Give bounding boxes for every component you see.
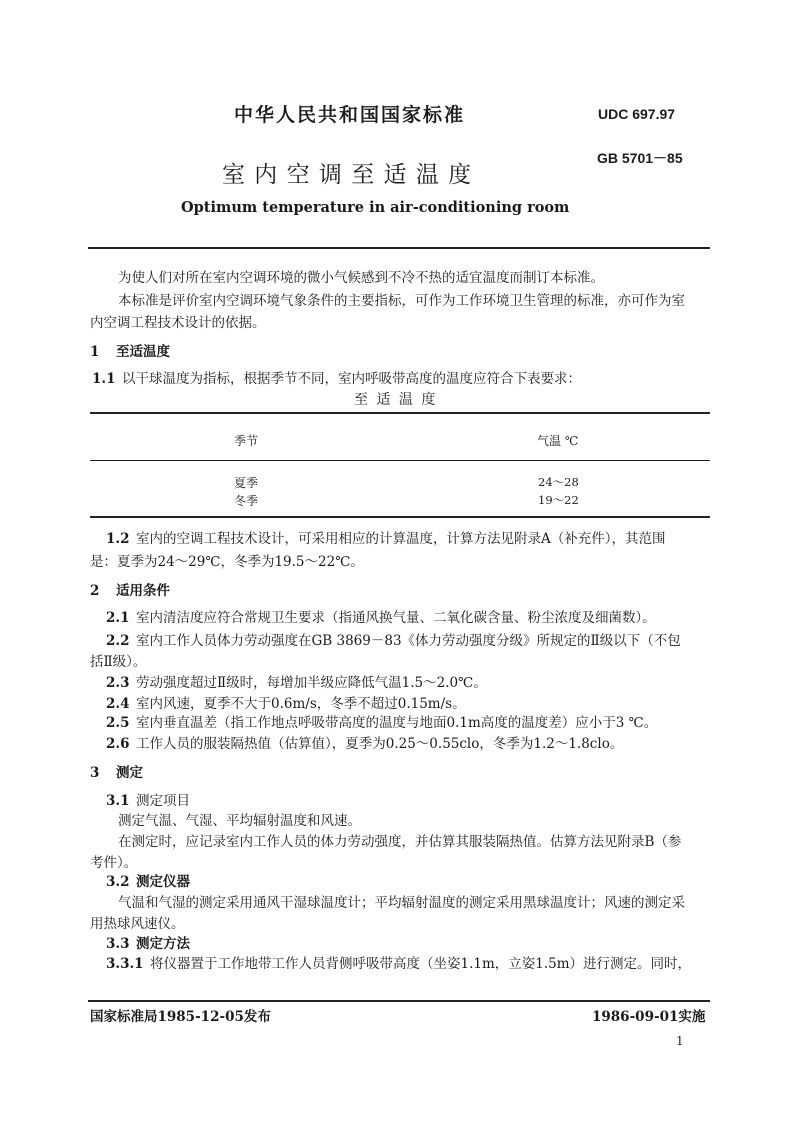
clause-title: 测定方法 [136,936,190,952]
clause-2-5 [106,713,657,733]
clause-number: 3.3 [106,936,130,952]
clause-3-2-line-1: 气温和气湿的测定采用通风干湿球温度计；平均辐射温度的测定采用黑球温度计；风速的测定采 [118,895,685,911]
clause-number: 2.6 [106,736,130,752]
intro-paragraph-1: 为使人们对所在室内空调环境的微小气候感到不冷不热的适宜温度而制订本标准。 [118,270,604,286]
national-standard-label: 中华人民共和国国家标准 [234,104,466,126]
clause-text: 劳动强度超过Ⅱ级时，每增加半级应降低气温1.5～2.0℃。 [136,675,487,691]
clause-number: 2.1 [106,610,130,626]
udc-code: UDC 697.97 [598,106,676,122]
clause-text: 室内清洁度应符合常规卫生要求（指通风换气量、二氧化碳含量、粉尘浓度及细菌数）。 [136,610,656,626]
clause-number: 2.2 [106,633,130,649]
section-number: 2 [90,583,100,599]
clause-1-1 [90,369,581,389]
clause-text: 工作人员的服装隔热值（估算值），夏季为0.25～0.55clo，冬季为1.2～1.8clo。 [136,736,624,752]
clause-3-3-1 [106,954,691,974]
issue-date: 国家标准局1985-12-05发布 [90,1009,271,1025]
document-title-english: Optimum temperature in air-conditioning room [181,199,570,216]
clause-text: 室内垂直温差（指工作地点呼吸带高度的温度与地面0.1m高度的温度差）应小于3 ℃。 [136,715,658,731]
clause-3-2-line-2: 用热球风速仪。 [90,916,185,932]
section-1-heading [90,342,170,362]
section-number: 3 [90,765,100,781]
table-header-rule [90,460,710,461]
gb-code: GB 5701－85 [597,150,683,166]
clause-1-2-line-2: 是：夏季为24～29℃，冬季为19.5～22℃。 [90,554,364,570]
section-title: 测定 [116,765,143,781]
clause-text: 室内风速，夏季不大于0.6m/s，冬季不超过0.15m/s。 [136,696,466,712]
clause-number: 2.5 [106,715,130,731]
clause-title: 测定项目 [136,793,190,809]
clause-number: 3.1 [106,793,130,809]
clause-text: 室内工作人员体力劳动强度在GB 3869－83《体力劳动强度分级》所规定的Ⅱ级以下（不包 [136,633,681,649]
section-number: 1 [90,344,100,360]
clause-text: 以干球温度为指标，根据季节不同，室内呼吸带高度的温度应符合下表要求： [122,371,581,387]
table-title: 至 适 温 度 [354,392,438,408]
table-row-summer-season: 夏季 [234,476,259,490]
clause-3-1-heading [106,791,190,811]
section-2-heading [90,581,170,601]
clause-title: 测定仪器 [136,874,190,890]
clause-3-3-heading [106,934,190,954]
clause-1-2-line-1 [106,529,666,549]
clause-number: 1.2 [106,531,130,547]
clause-number: 1.1 [92,371,116,387]
section-title: 至适温度 [116,344,170,360]
clause-2-4 [106,694,466,714]
intro-paragraph-2-line-2: 内空调工程技术设计的依据。 [90,315,266,331]
table-bottom-rule [90,516,710,518]
effective-date: 1986-09-01实施 [592,1009,706,1025]
table-top-rule [90,412,710,414]
clause-3-2-heading [106,872,190,892]
clause-2-3 [106,673,487,693]
clause-3-1-paragraph-2-line-1: 在测定时，应记录室内工作人员的体力劳动强度，并估算其服装隔热值。估算方法见附录B（参 [118,834,682,850]
page-number: 1 [676,1034,684,1048]
clause-number: 2.3 [106,675,130,691]
footer-rule [88,1000,710,1002]
clause-number: 3.3.1 [106,956,144,972]
document-title: 室 内 空 调 至 适 温 度 [222,162,473,188]
clause-text: 将仪器置于工作地带工作人员背侧呼吸带高度（坐姿1.1m，立姿1.5m）进行测定。同时， [150,956,692,972]
table-header-season: 季节 [234,434,259,448]
clause-2-2 [106,631,681,651]
table-row-winter-season: 冬季 [234,494,259,508]
clause-number: 2.4 [106,696,130,712]
header-rule [88,247,710,249]
table-row-winter-temp: 19～22 [538,493,579,507]
clause-2-1 [106,608,656,628]
clause-2-6 [106,734,623,754]
intro-paragraph-2-line-1: 本标准是评价室内空调环境气象条件的主要指标，可作为工作环境卫生管理的标准，亦可作为室 [118,293,685,309]
table-header-temperature: 气温 ℃ [537,434,579,448]
section-3-heading [90,763,143,783]
clause-2-2-continuation: 括Ⅱ级）。 [90,654,147,670]
clause-3-1-paragraph-1: 测定气温、气湿、平均辐射温度和风速。 [118,813,361,829]
clause-number: 3.2 [106,874,130,890]
clause-3-1-paragraph-2-line-2: 考件）。 [90,855,138,871]
section-title: 适用条件 [116,583,170,599]
clause-text: 室内的空调工程技术设计，可采用相应的计算温度，计算方法见附录A（补充件），其范围 [136,531,666,547]
table-row-summer-temp: 24～28 [538,475,579,489]
